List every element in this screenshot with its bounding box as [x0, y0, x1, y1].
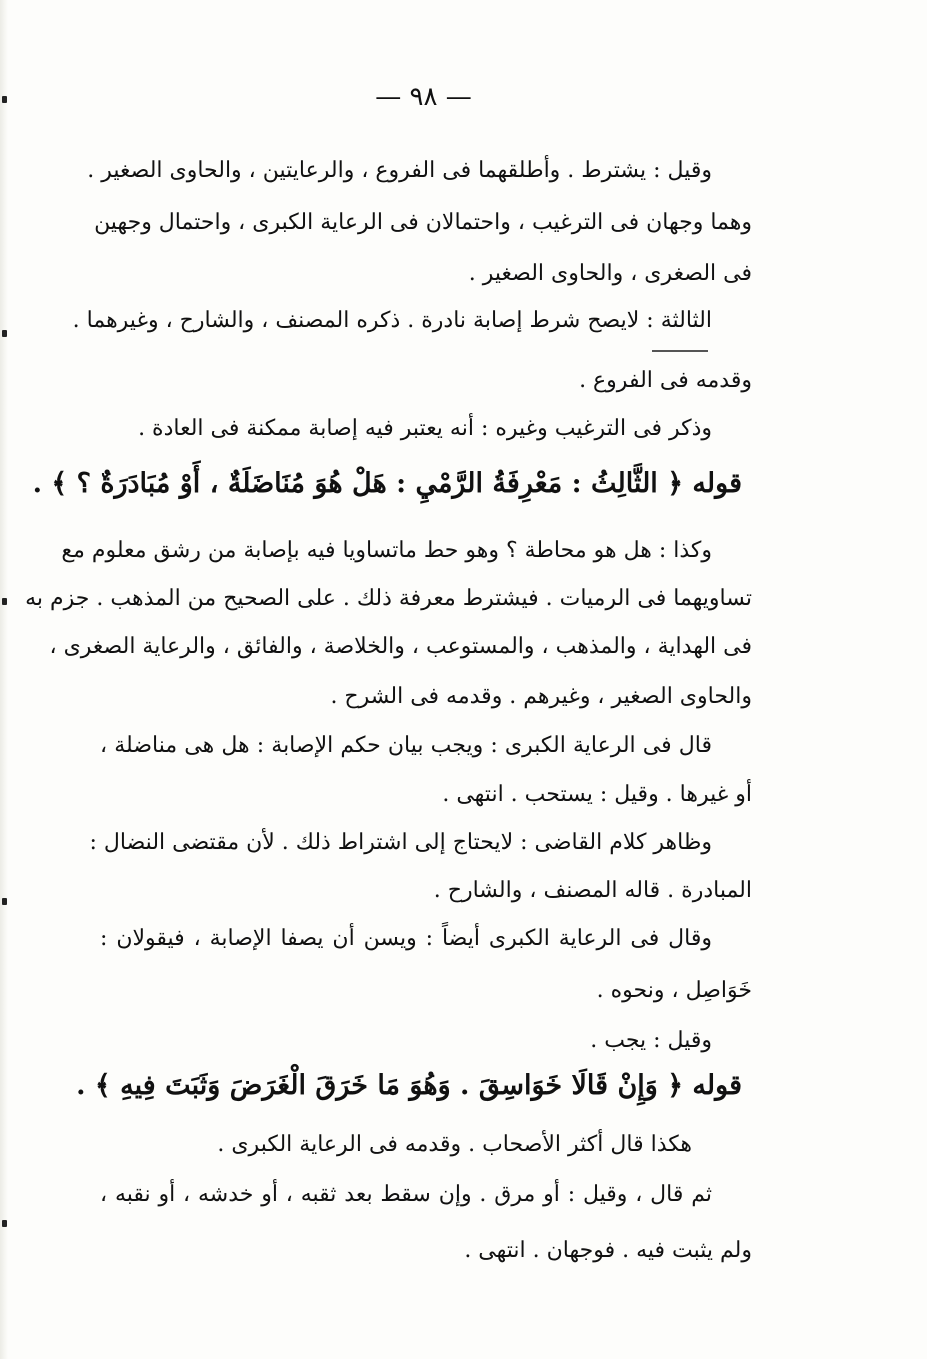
text-line: هكذا قال أكثر الأصحاب . وقدمه فى الرعاية الكبرى . [217, 1132, 692, 1157]
scan-edge-shadow [0, 0, 8, 1359]
text-line: وقيل : يجب . [590, 1028, 712, 1053]
text-line: وقيل : يشترط . وأطلقهما فى الفروع ، والرعايتين ، والحاوى الصغير . [87, 158, 712, 183]
page-number: — ٩٨ — [375, 82, 472, 112]
margin-binding-mark [2, 598, 7, 605]
text-line: فى الصغرى ، والحاوى الصغير . [468, 261, 752, 286]
margin-binding-mark [2, 898, 7, 905]
section-heading: قوله ﴿ وَإِنْ قَالَا خَوَاسِقَ . وَهُوَ مَا خَرَقَ الْغَرَضَ وَثَبَتَ فِيهِ ﴾ . [76, 1070, 742, 1101]
text-line: أو غيرها . وقيل : يستحب . انتهى . [442, 782, 752, 807]
text-line: وظاهر كلام القاضى : لايحتاج إلى اشتراط ذلك . لأن مقتضى النضال : [89, 830, 712, 855]
text-line: وهما وجهان فى الترغيب ، واحتمالان فى الرعاية الكبرى ، واحتمال وجهين [94, 210, 752, 235]
text-line: الثالثة : لايصح شرط إصابة نادرة . ذكره المصنف ، والشارح ، وغيرهما . [72, 308, 712, 333]
section-heading: قوله ﴿ الثَّالِثُ : مَعْرِفَةُ الرَّمْيِ : هَلْ هُوَ مُنَاضَلَةٌ ، أَوْ مُبَادَرَةٌ ؟ ﴾ . [32, 468, 742, 499]
text-line: وذكر فى الترغيب وغيره : أنه يعتبر فيه إصابة ممكنة فى العادة . [138, 416, 712, 441]
text-line: تساويهما فى الرميات . فيشترط معرفة ذلك . على الصحيح من المذهب . جزم به [25, 586, 752, 611]
underline-mark [652, 350, 708, 352]
text-line: والحاوى الصغير ، وغيرهم . وقدمه فى الشرح . [330, 684, 752, 709]
text-line: ولم يثبت فيه . فوجهان . انتهى . [464, 1238, 752, 1263]
text-line: فى الهداية ، والمذهب ، والمستوعب ، والخلاصة ، والفائق ، والرعاية الصغرى ، [49, 634, 752, 659]
text-line: خَوَاصِل ، ونحوه . [596, 978, 752, 1003]
margin-binding-mark [2, 330, 7, 337]
text-line: وكذا : هل هو محاطة ؟ وهو حط ماتساويا فيه بإصابة من رشق معلوم مع [61, 538, 712, 563]
text-line: ثم قال ، وقيل : أو مرق . وإن سقط بعد ثقبه ، أو خدشه ، أو نقبه ، [100, 1182, 712, 1207]
margin-binding-mark [2, 1220, 7, 1227]
text-line: وقال فى الرعاية الكبرى أيضاً : ويسن أن يصفا الإصابة ، فيقولان : [100, 926, 712, 951]
text-line: المبادرة . قاله المصنف ، والشارح . [433, 878, 752, 903]
text-line: وقدمه فى الفروع . [579, 368, 752, 393]
text-line: قال فى الرعاية الكبرى : ويجب بيان حكم الإصابة : هل هى مناضلة ، [100, 733, 712, 758]
